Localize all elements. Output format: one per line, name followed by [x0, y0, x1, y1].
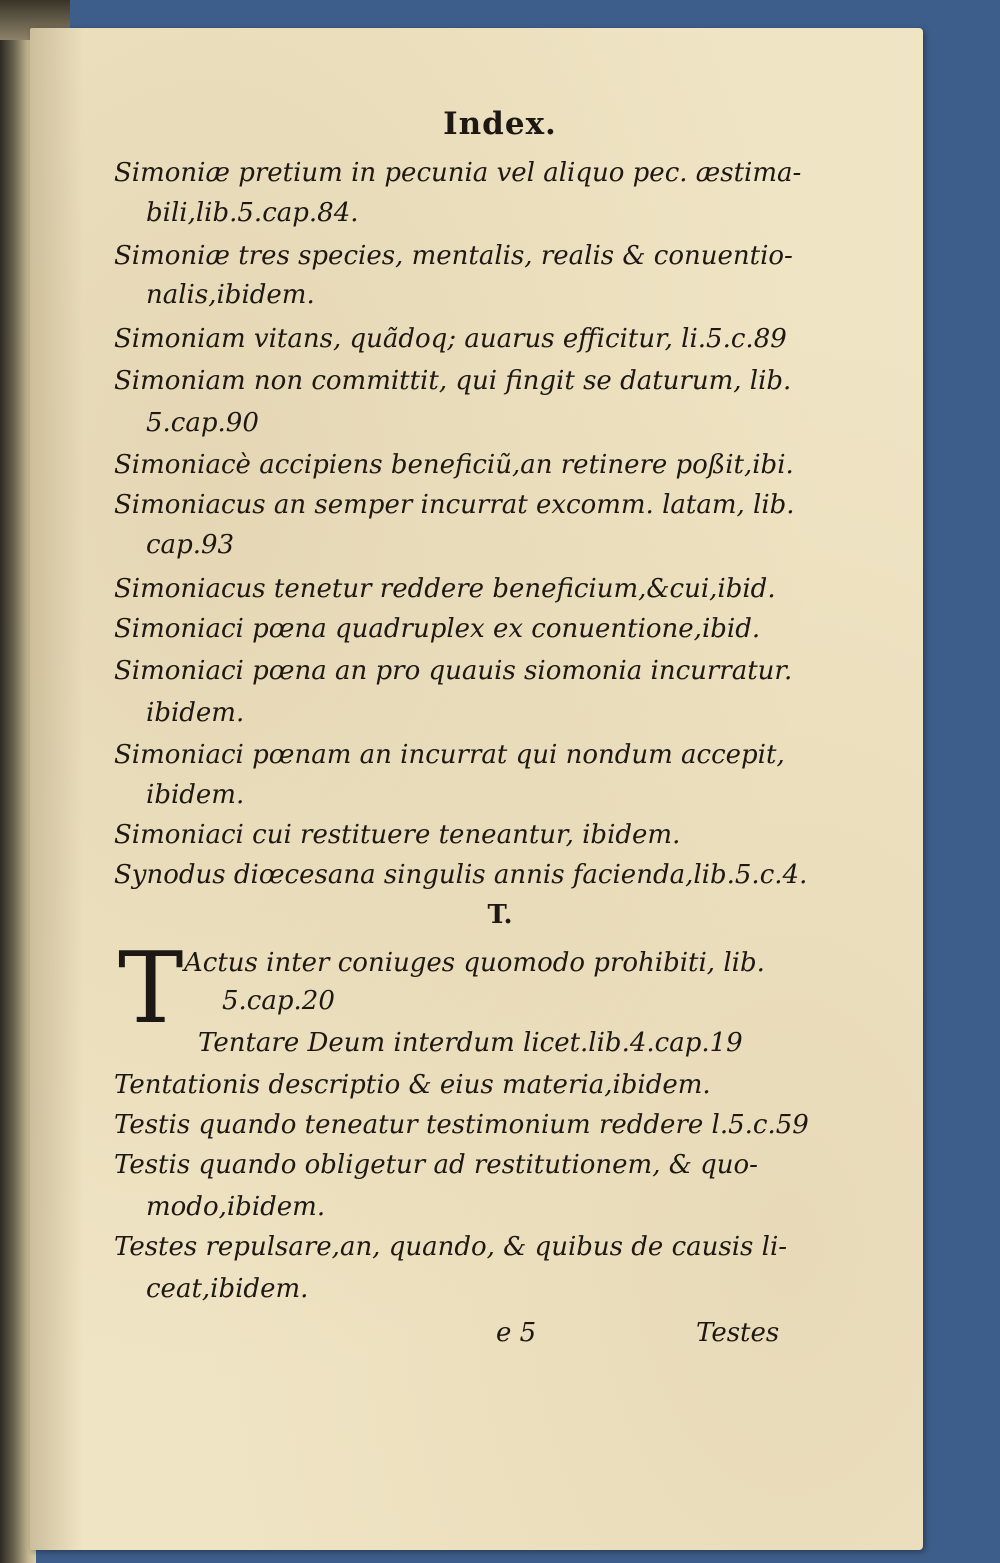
index-entry: Simoniaci pœnam an incurrat qui nondum accepit, [114, 740, 785, 770]
catchword: Testes [696, 1318, 780, 1348]
index-entry: Testis quando teneatur testimonium reddere l.5.c.59 [114, 1110, 809, 1140]
drop-cap-initial: T [118, 932, 184, 1046]
index-entry: Actus inter coniuges quomodo prohibiti, lib. [184, 948, 765, 978]
index-entry-continuation: 5.cap.20 [222, 986, 335, 1016]
section-heading: T. [487, 900, 513, 930]
index-entry: Simoniaci pœna an pro quauis siomonia incurratur. [114, 656, 793, 686]
index-entry: Simoniacè accipiens beneficiũ,an retinere poßit,ibi. [114, 450, 794, 480]
index-entry: Simoniaci pœna quadruplex ex conuentione,ibid. [114, 614, 761, 644]
index-entry: Tentationis descriptio & eius materia,ibidem. [114, 1070, 711, 1100]
index-entry: Testes repulsare,an, quando, & quibus de causis li- [114, 1232, 788, 1262]
index-entry: Simoniæ tres species, mentalis, realis & conuentio- [114, 241, 793, 271]
index-entry: Testis quando obligetur ad restitutionem, & quo- [114, 1150, 758, 1180]
index-entry: Simoniaci cui restituere teneantur, ibidem. [114, 820, 681, 850]
index-entry: Simoniæ pretium in pecunia vel aliquo pec. æstima- [114, 158, 802, 188]
page-header: Index. [443, 106, 557, 142]
index-entry-continuation: bili,lib.5.cap.84. [146, 198, 359, 228]
index-entry-continuation: 5.cap.90 [146, 408, 259, 438]
index-entry: Synodus diœcesana singulis annis facienda,lib.5.c.4. [114, 860, 808, 890]
index-entry: Simoniacus an semper incurrat excomm. latam, lib. [114, 490, 795, 520]
index-entry: Tentare Deum interdum licet.lib.4.cap.19 [198, 1028, 743, 1058]
index-entry: Simoniam non committit, qui fingit se daturum, lib. [114, 366, 792, 396]
index-entry-continuation: cap.93 [146, 530, 235, 560]
index-entry-continuation: modo,ibidem. [146, 1192, 326, 1222]
signature-mark: e 5 [496, 1318, 537, 1348]
index-entry: Simoniacus tenetur reddere beneficium,&cui,ibid. [114, 574, 776, 604]
index-entry-continuation: nalis,ibidem. [146, 280, 315, 310]
index-entry-continuation: ibidem. [146, 780, 245, 810]
index-entry-continuation: ibidem. [146, 698, 245, 728]
index-entry: Simoniam vitans, quãdoq; auarus efficitur, li.5.c.89 [114, 324, 787, 354]
index-entry-continuation: ceat,ibidem. [146, 1274, 309, 1304]
